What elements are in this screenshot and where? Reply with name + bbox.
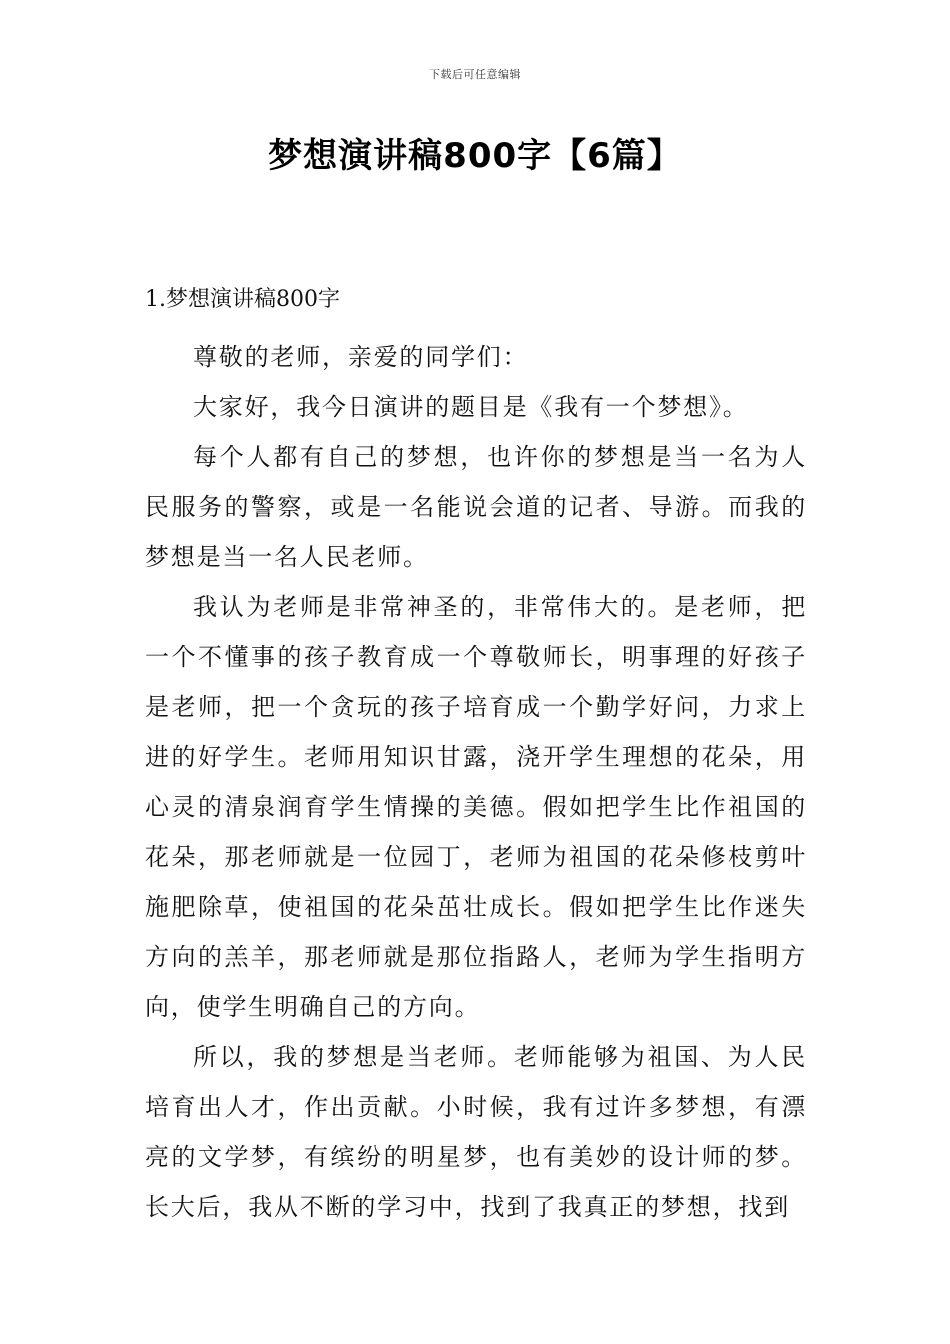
paragraph-greeting: 大家好，我今日演讲的题目是《我有一个梦想》。 — [193, 393, 749, 421]
paragraph: 所以，我的梦想是当老师。老师能够为祖国、为人民培育出人才，作出贡献。小时候，我有过许多梦想，有漂亮的文学梦，有缤纷的明星梦，也有美妙的设计师的梦。长大后，我从不断的学习中，找到了我真正的梦想，找到 — [145, 1043, 807, 1221]
header-note: 下载后可任意编辑 — [429, 68, 521, 81]
paragraph-salutation: 尊敬的老师，亲爱的同学们： — [193, 343, 529, 371]
paragraph: 我认为老师是非常神圣的，非常伟大的。是老师，把一个不懂事的孩子教育成一个尊敬师长，明事理的好孩子是老师，把一个贪玩的孩子培育成一个勤学好问，力求上进的好学生。老师用知识甘露，浇开学生理想的花朵，用心灵的清泉润育学生情操的美德。假如把学生比作祖国的花朵，那老师就是一位园丁，老师为祖国的花朵修枝剪叶施肥除草，使祖国的花朵茁壮成长。假如把学生比作迷失方向的羔羊，那老师就是那位指路人，老师为学生指明方向，使学生明确自己的方向。 — [145, 593, 807, 1021]
paragraph: 每个人都有自己的梦想，也许你的梦想是当一名为人民服务的警察，或是一名能说会道的记者、导游。而我的梦想是当一名人民老师。 — [145, 443, 807, 571]
document-title: 梦想演讲稿800字【6篇】 — [268, 136, 682, 176]
document-body — [145, 282, 807, 1232]
section-heading: 1.梦想演讲稿800字 — [145, 287, 340, 312]
